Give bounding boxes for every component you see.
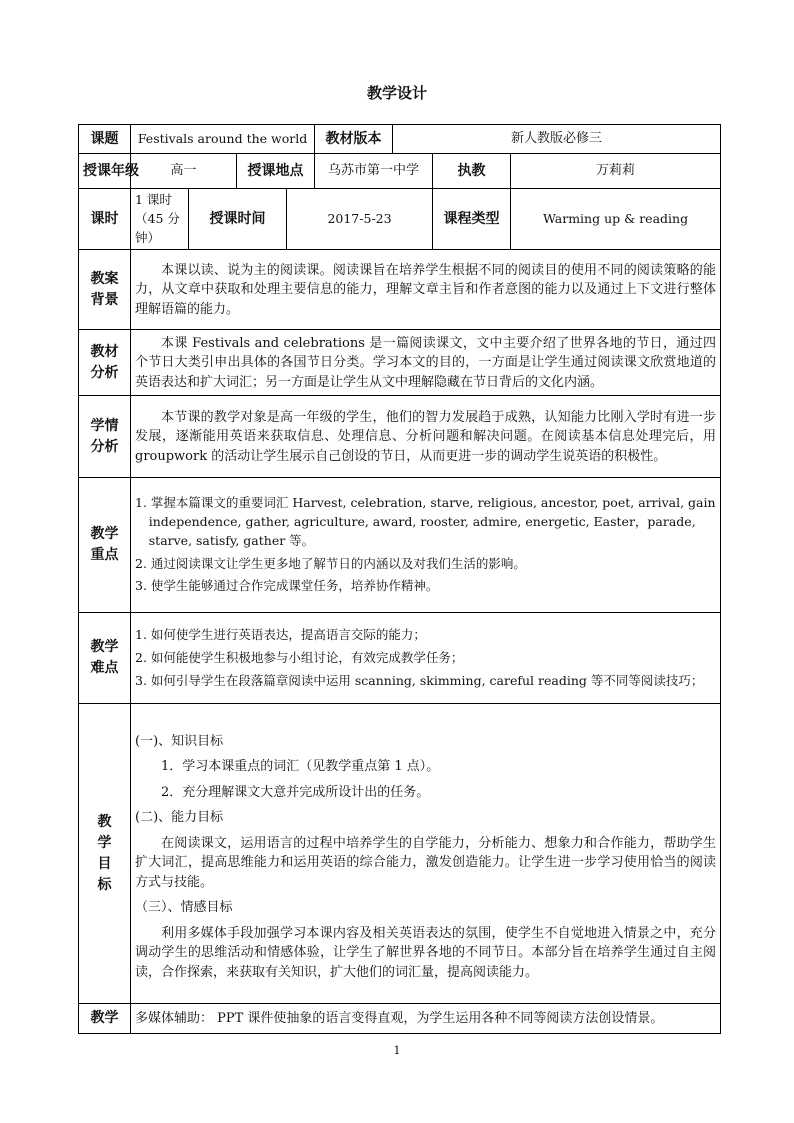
objectives-content	[131, 704, 721, 1004]
textbook-label: 教材版本	[315, 125, 393, 154]
row-topic	[79, 125, 721, 154]
background-label-line2: 背景	[90, 291, 119, 308]
page-number: 1	[393, 1044, 401, 1057]
key-points-label-line1: 教学	[90, 526, 119, 543]
difficulty-item: 3. 如何引导学生在段落篇章阅读中运用 scanning, skimming, careful reading 等不同等阅读技巧；	[135, 672, 704, 688]
key-point-item: 2. 通过阅读课文让学生更多地了解节日的内涵以及对我们生活的影响。	[135, 555, 526, 571]
type-label: 课程类型	[433, 189, 511, 250]
emotion-text: 利用多媒体手段加强学习本课内容及相关英语表达的氛围，使学生不自觉地进入情景之中，充分调动学生的思维活动和情感体验，让学生了解世界各地的不同节日。本部分旨在培养学生通过自主阅读，合作探索，来获取有关知识，扩大他们的词汇量，提高阅读能力。	[135, 925, 717, 980]
objectives-label-char: 教	[97, 813, 112, 830]
objectives-label-char: 学	[97, 834, 112, 851]
textbook-value: 新人教版必修三	[393, 125, 721, 154]
row-background	[79, 250, 721, 330]
knowledge-heading: (一)、知识目标	[135, 733, 224, 749]
emotion-heading: （三）、情感目标	[135, 900, 233, 915]
grade-value: 高一	[131, 154, 237, 189]
topic-label: 课题	[79, 125, 131, 154]
objectives-label-char: 目	[97, 855, 112, 872]
row-key-points	[79, 478, 721, 613]
key-point-item: 1. 掌握本篇课文的重要词汇 Harvest, celebration, starve, religious, ancestor, poet, arrival, gain independence, gather, agriculture, award, rooster, admire, energetic, Easter，parade, starve, satisfy, gather 等。	[135, 495, 716, 548]
hours-label: 课时	[79, 189, 131, 250]
time-value: 2017-5-23	[287, 189, 433, 250]
key-point-item: 3. 使学生能够通过合作完成课堂任务，培养协作精神。	[135, 578, 439, 594]
difficulties-label	[79, 613, 131, 704]
teacher-value: 万莉莉	[511, 154, 721, 189]
row-grade	[79, 154, 721, 189]
background-label	[79, 250, 131, 330]
key-points-label-line2: 重点	[90, 547, 119, 564]
document-title: 教学设计	[366, 84, 427, 102]
topic-value: Festivals around the world	[131, 125, 315, 154]
row-media	[79, 1004, 721, 1034]
background-label-line1: 教案	[90, 270, 119, 287]
students-text: 本节课的教学对象是高一年级的学生，他们的智力发展趋于成熟，认知能力比刚入学时有进一步发展，逐渐能用英语来获取信息、处理信息、分析问题和解决问题。在阅读基本信息处理完后，用 groupwork 的活动让学生展示自己创设的节日，从而更进一步的调动学生说英语的积极性。	[131, 396, 721, 478]
lesson-plan-table	[78, 124, 721, 1034]
difficulties-label-line1: 教学	[90, 639, 119, 656]
difficulties-label-line2: 难点	[90, 660, 119, 677]
row-students	[79, 396, 721, 478]
row-analysis	[79, 330, 721, 396]
analysis-label-line1: 教材	[90, 343, 119, 360]
objectives-label-char: 标	[97, 876, 112, 893]
location-value: 乌苏市第一中学	[315, 154, 433, 189]
analysis-text: 本课 Festivals and celebrations 是一篇阅读课文，文中主要介绍了世界各地的节日，通过四个节日大类引申出具体的各国节日分类。学习本文的目的，一方面是让学生通过阅读课文欣赏地道的英语表达和扩大词汇；另一方面是让学生从文中理解隐藏在节日背后的文化内涵。	[131, 330, 721, 396]
analysis-label	[79, 330, 131, 396]
difficulty-item: 2. 如何能使学生积极地参与小组讨论，有效完成教学任务；	[135, 649, 464, 665]
teacher-label: 执教	[433, 154, 511, 189]
row-difficulties	[79, 613, 721, 704]
students-label-line2: 分析	[90, 438, 119, 455]
media-label: 教学	[79, 1004, 131, 1034]
row-hours	[79, 189, 721, 250]
location-label: 授课地点	[237, 154, 315, 189]
knowledge-item: 2．充分理解课文大意并完成所设计出的任务。	[161, 784, 430, 800]
difficulties-list	[131, 613, 721, 704]
students-label	[79, 396, 131, 478]
analysis-label-line2: 分析	[90, 364, 119, 381]
ability-text: 在阅读课文，运用语言的过程中培养学生的自学能力，分析能力、想象力和合作能力，帮助学生扩大词汇，提高思维能力和运用英语的综合能力，激发创造能力。让学生进一步学习使用恰当的阅读方式与技能。	[135, 835, 717, 890]
key-points-list	[131, 478, 721, 613]
row-objectives	[79, 704, 721, 1004]
type-value: Warming up & reading	[511, 189, 721, 250]
students-label-line1: 学情	[90, 417, 119, 434]
ability-heading: (二)、能力目标	[135, 810, 224, 825]
key-points-label	[79, 478, 131, 613]
difficulty-item: 1. 如何使学生进行英语表达，提高语言交际的能力；	[135, 627, 426, 643]
objectives-label	[79, 704, 131, 1004]
time-label: 授课时间	[189, 189, 287, 250]
grade-label: 授课年级	[79, 154, 131, 189]
media-text: 多媒体辅助： PPT 课件使抽象的语言变得直观，为学生运用各种不同等阅读方法创设情景。	[131, 1004, 721, 1034]
knowledge-item: 1．学习本课重点的词汇（见教学重点第 1 点）。	[161, 759, 440, 774]
hours-value: 1 课时（45 分钟）	[131, 189, 189, 250]
background-text: 本课以读、说为主的阅读课。阅读课旨在培养学生根据不同的阅读目的使用不同的阅读策略的能力，从文章中获取和处理主要信息的能力，理解文章主旨和作者意图的能力以及通过上下文进行整体理解语篇的能力。	[131, 250, 721, 330]
